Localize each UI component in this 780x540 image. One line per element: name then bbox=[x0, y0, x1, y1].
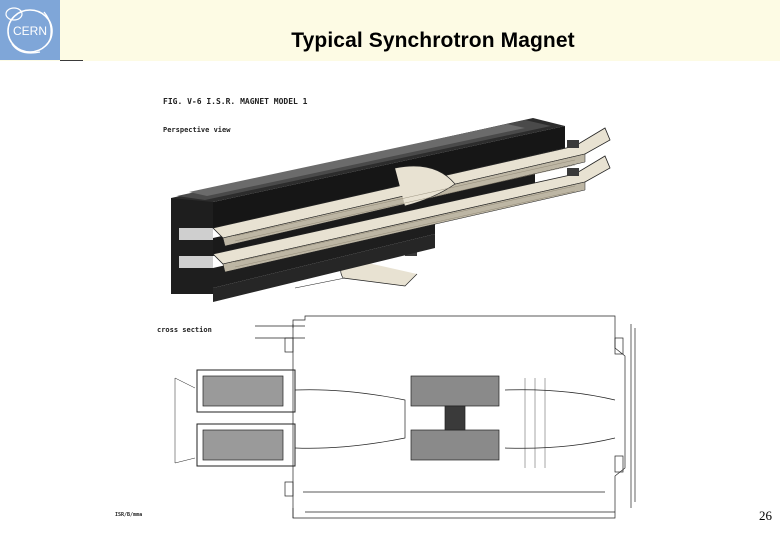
logo-underline bbox=[60, 60, 83, 61]
figure-caption: FIG. V-6 I.S.R. MAGNET MODEL 1 bbox=[163, 97, 308, 106]
perspective-view bbox=[171, 118, 610, 302]
section-label: cross section bbox=[157, 326, 212, 334]
magnet-drawing-svg bbox=[105, 88, 682, 525]
drawing-ref: ISR/B/mma bbox=[115, 512, 143, 518]
slide-title: Typical Synchrotron Magnet bbox=[291, 29, 575, 52]
slide-number: 26 bbox=[759, 508, 772, 523]
perspective-label: Perspective view bbox=[163, 126, 231, 134]
cross-section bbox=[175, 316, 635, 518]
svg-text:CERN: CERN bbox=[12, 24, 48, 38]
magnet-drawing bbox=[105, 88, 682, 525]
